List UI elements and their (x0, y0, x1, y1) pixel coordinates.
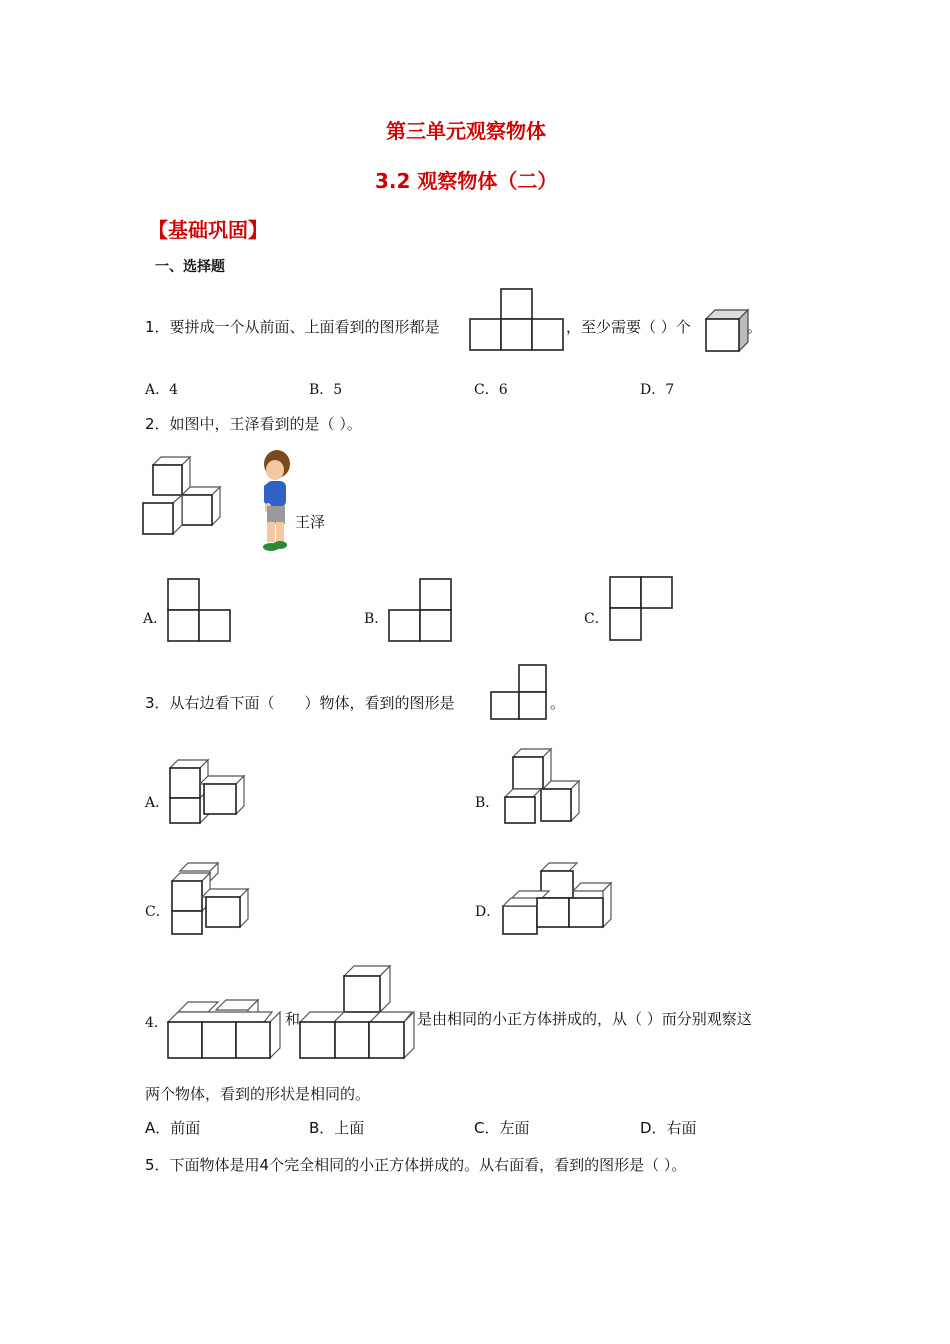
q2-option-b-figure[interactable] (389, 579, 453, 642)
q2-cube-stack-figure (143, 457, 223, 535)
q2-option-b[interactable]: B． (364, 611, 389, 627)
q3-option-c-figure[interactable] (172, 863, 250, 935)
q3-option-d-figure[interactable] (503, 861, 615, 936)
section-label: 【基础巩固】 (148, 218, 268, 242)
q4-option-c[interactable]: C．左面 (474, 1119, 530, 1137)
boy-figure (255, 448, 295, 556)
q5-text: 5．下面物体是用4个完全相同的小正方体拼成的。从右面看，看到的图形是（ ）。 (145, 1156, 687, 1174)
q4-text-line2: 两个物体，看到的形状是相同的。 (145, 1085, 371, 1103)
q4-option-d[interactable]: D．右面 (640, 1119, 697, 1137)
q4-number: 4． (145, 1015, 168, 1031)
q1-unit-cube-figure (706, 310, 748, 352)
q3-text-pre: 3．从右边看下面（ ）物体，看到的图形是 (145, 694, 455, 712)
q1-option-b[interactable]: B．5 (309, 382, 343, 398)
q1-top-front-view-figure (470, 289, 565, 351)
part-heading: 一、选择题 (155, 259, 225, 275)
q3-option-b[interactable]: B． (475, 795, 500, 811)
q2-option-a-figure[interactable] (168, 579, 232, 642)
q3-right-view-figure (491, 665, 549, 721)
q4-object-2-figure (300, 966, 418, 1060)
q1-text-pre: 1．要拼成一个从前面、上面看到的图形都是 (145, 318, 440, 336)
q2-option-c-figure[interactable] (610, 577, 674, 642)
q4-option-b[interactable]: B．上面 (309, 1119, 365, 1137)
q3-option-c[interactable]: C． (145, 904, 170, 920)
q4-and: 和 (285, 1010, 301, 1028)
page-title: 第三单元观察物体 (386, 119, 546, 143)
page-subtitle: 3.2 观察物体（二） (375, 169, 558, 193)
q1-text-end: 。 (747, 318, 763, 336)
q1-option-a[interactable]: A．4 (145, 382, 179, 398)
q2-text: 2．如图中，王泽看到的是（ ）。 (145, 415, 362, 433)
person-name-label: 王泽 (295, 513, 326, 531)
q3-option-b-figure[interactable] (505, 749, 581, 824)
q3-option-a-figure[interactable] (170, 760, 246, 824)
q2-option-c[interactable]: C． (584, 611, 609, 627)
q1-option-c[interactable]: C．6 (474, 382, 508, 398)
q1-text-mid: ，至少需要（ ）个 (566, 318, 691, 336)
q3-option-d[interactable]: D． (475, 904, 501, 920)
q3-text-end: 。 (550, 694, 566, 712)
q4-text: 是由相同的小正方体拼成的，从（ ）而分别观察这 (417, 1010, 752, 1028)
q1-option-d[interactable]: D．7 (640, 382, 675, 398)
q4-object-1-figure (168, 1000, 286, 1060)
q2-option-a[interactable]: A． (143, 611, 168, 627)
q3-option-a[interactable]: A． (145, 795, 170, 811)
q4-option-a[interactable]: A．前面 (145, 1119, 201, 1137)
